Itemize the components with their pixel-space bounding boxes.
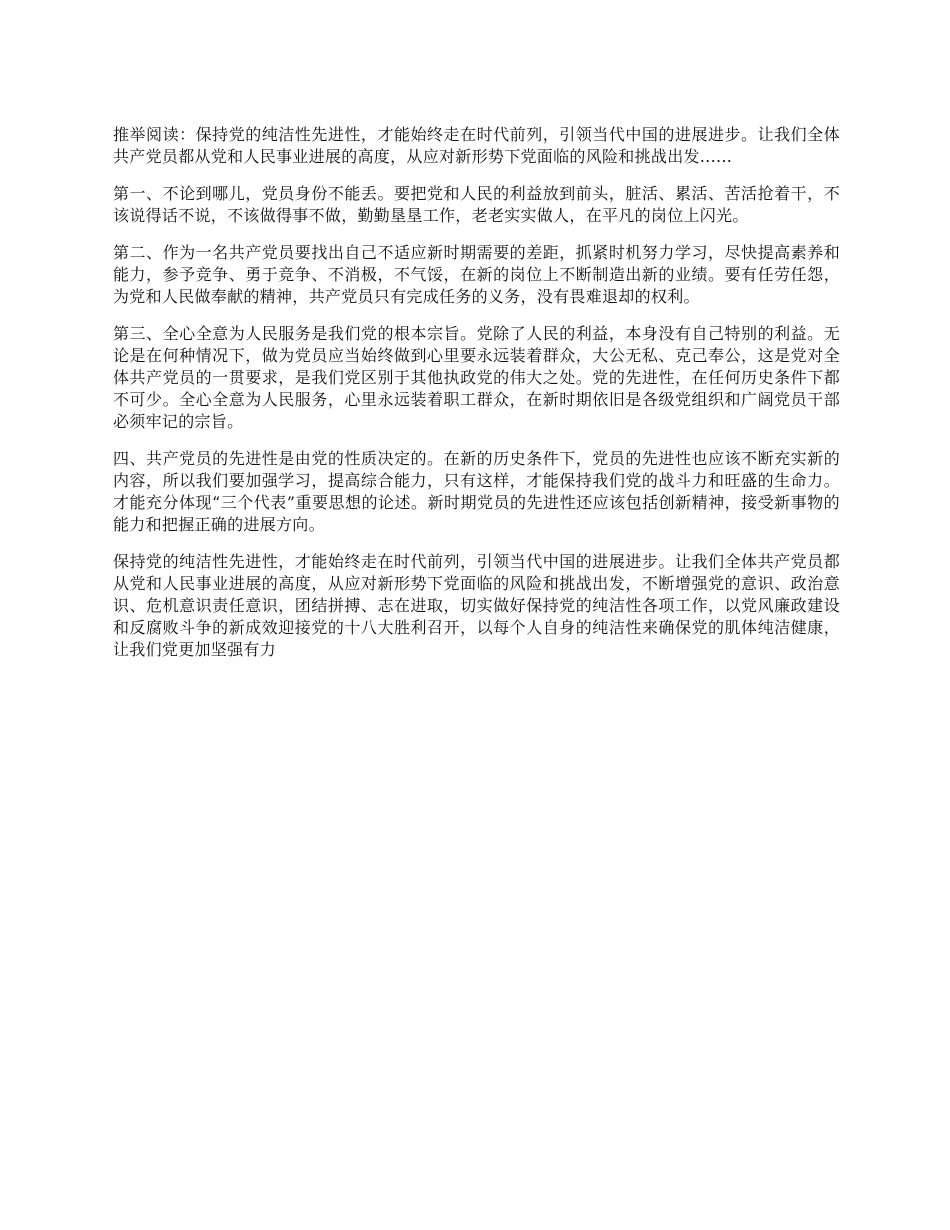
paragraph-intro: 推举阅读：保持党的纯洁性先进性，才能始终走在时代前列，引领当代中国的进展进步。让我们全体共产党员都从党和人民事业进展的高度，从应对新形势下党面临的风险和挑战出发......: [113, 125, 840, 166]
paragraph-third: 第三、全心全意为人民服务是我们党的根本宗旨。党除了人民的利益，本身没有自己特别的利益。无论是在何种情况下，做为党员应当始终做到心里要永远装着群众，大公无私、克己奉公，这是党对全体共产党员的一贯要求，是我们党区别于其他执政党的伟大之处。党的先进性，在任何历史条件下都不可少。全心全意为人民服务，心里永远装着职工群众，在新时期依旧是各级党组织和广阔党员干部必须牢记的宗旨。: [113, 324, 840, 431]
paragraph-first: 第一、不论到哪儿，党员身份不能丢。要把党和人民的利益放到前头，脏活、累活、苦活抢着干，不该说得话不说，不该做得事不做，勤勤垦垦工作，老老实实做人，在平凡的岗位上闪光。: [113, 184, 840, 225]
document-body: [113, 124, 840, 676]
paragraph-conclusion: 保持党的纯洁性先进性，才能始终走在时代前列，引领当代中国的进展进步。让我们全体共产党员都从党和人民事业进展的高度，从应对新形势下党面临的风险和挑战出发，不断增强党的意识、政治意识、危机意识责任意识，团结拼搏、志在进取，切实做好保持党的纯洁性各项工作，以党风廉政建设和反腐败斗争的新成效迎接党的十八大胜利召开，以每个人自身的纯洁性来确保党的肌体纯洁健康，让我们党更加坚强有力: [113, 552, 840, 659]
paragraph-fourth: 四、共产党员的先进性是由党的性质决定的。在新的历史条件下，党员的先进性也应该不断充实新的内容，所以我们要加强学习，提高综合能力，只有这样，才能保持我们党的战斗力和旺盛的生命力。才能充分体现“三个代表”重要思想的论述。新时期党员的先进性还应该包括创新精神，接受新事物的能力和把握正确的进展方向。: [113, 449, 840, 534]
paragraph-second: 第二、作为一名共产党员要找出自己不适应新时期需要的差距，抓紧时机努力学习，尽快提高素养和能力，参予竞争、勇于竞争、不消极，不气馁，在新的岗位上不断制造出新的业绩。要有任劳任怨，为党和人民做奉献的精神，共产党员只有完成任务的义务，没有畏难退却的权利。: [113, 243, 840, 306]
